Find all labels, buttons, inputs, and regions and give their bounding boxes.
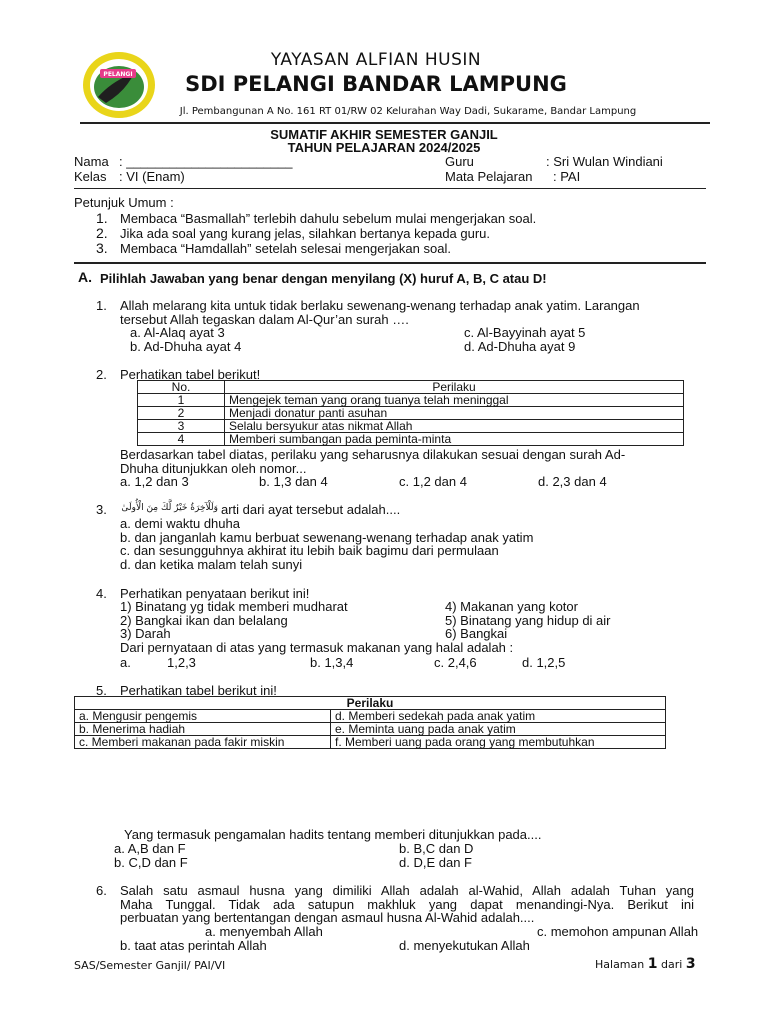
q4-statement: 2) Bangkai ikan dan belalang xyxy=(120,613,288,628)
table-cell: Mengejek teman yang orang tuanya telah meninggal xyxy=(225,394,684,407)
q4-option-a-letter[interactable]: a. xyxy=(120,655,131,670)
page-total: 3 xyxy=(685,956,696,972)
table-cell: a. Mengusir pengemis xyxy=(75,710,331,723)
table-cell: 3 xyxy=(138,420,225,433)
q2-question: Dhuha ditunjukkan oleh nomor... xyxy=(120,461,307,476)
q1-option-a[interactable]: a. Al-Alaq ayat 3 xyxy=(130,325,225,340)
table-row xyxy=(138,407,684,420)
q6-stem: Maha Tunggal. Tidak ada satupun makhluk yang dapat menandingi-Nya. Berikut ini xyxy=(120,897,694,912)
nama-field[interactable]: : _______________________ xyxy=(119,154,293,169)
q4-option-c[interactable]: c. 2,4,6 xyxy=(434,655,477,670)
q6-option-d[interactable]: d. menyekutukan Allah xyxy=(399,938,530,953)
guru-label: Guru xyxy=(445,154,474,169)
q4-statement: 4) Makanan yang kotor xyxy=(445,599,578,614)
q2-option-b[interactable]: b. 1,3 dan 4 xyxy=(259,474,328,489)
mapel-value: : PAI xyxy=(553,169,581,184)
table-row xyxy=(138,420,684,433)
logo-text: PELANGI xyxy=(103,71,133,78)
instruction-item: Jika ada soal yang kurang jelas, silahkan bertanya kepada guru. xyxy=(120,226,491,241)
instructions-divider xyxy=(74,262,706,264)
q2-stem: Perhatikan tabel berikut! xyxy=(120,367,261,382)
q3-number: 3. xyxy=(96,502,107,517)
exam-year: TAHUN PELAJARAN 2024/2025 xyxy=(287,140,481,155)
page-indicator xyxy=(595,956,696,972)
exam-title: SUMATIF AKHIR SEMESTER GANJIL xyxy=(270,127,498,142)
q5-option-b[interactable]: b. C,D dan F xyxy=(114,855,188,870)
section-letter: A. xyxy=(78,269,92,285)
mapel-label: Mata Pelajaran xyxy=(445,169,533,184)
q4-option-a[interactable]: 1,2,3 xyxy=(167,655,196,670)
instruction-item: Membaca “Hamdallah” setelah selesai mengerjakan soal. xyxy=(120,241,451,256)
instruction-item: Membaca “Basmallah” terlebih dahulu sebelum mulai mengerjakan soal. xyxy=(120,211,537,226)
table-cell: 1 xyxy=(138,394,225,407)
q3-option-b[interactable]: b. dan janganlah kamu berbuat sewenang-wenang terhadap anak yatim xyxy=(120,530,534,545)
section-instruction: Pilihlah Jawaban yang benar dengan menyilang (X) huruf A, B, C atau D! xyxy=(100,271,547,286)
q4-statement: 5) Binatang yang hidup di air xyxy=(445,613,611,628)
q5-question: Yang termasuk pengamalan hadits tentang memberi ditunjukkan pada.... xyxy=(124,827,542,842)
table-cell: f. Memberi uang pada orang yang membutuhkan xyxy=(331,736,666,749)
instruction-num: 1. xyxy=(96,210,108,226)
q2-number: 2. xyxy=(96,367,107,382)
nama-label: Nama xyxy=(74,154,109,169)
footer-label: SAS/Semester Ganjil/ PAI/VI xyxy=(74,959,226,972)
school-name: SDI PELANGI BANDAR LAMPUNG xyxy=(185,72,567,96)
table-cell: d. Memberi sedekah pada anak yatim xyxy=(331,710,666,723)
table-row xyxy=(75,710,666,723)
q4-statement: 1) Binatang yg tidak memberi mudharat xyxy=(120,599,348,614)
q5-number: 5. xyxy=(96,683,107,698)
q4-statement: 6) Bangkai xyxy=(445,626,508,641)
kelas-value: : VI (Enam) xyxy=(119,169,185,184)
q1-option-d[interactable]: d. Ad-Dhuha ayat 9 xyxy=(464,339,576,354)
q6-stem: Salah satu asmaul husna yang dimiliki Allah adalah al-Wahid, Allah adalah Tuhan yang xyxy=(120,883,694,898)
guru-value: : Sri Wulan Windiani xyxy=(546,154,663,169)
table-cell: 2 xyxy=(138,407,225,420)
q1-option-c[interactable]: c. Al-Bayyinah ayat 5 xyxy=(464,325,586,340)
table-cell: Selalu bersyukur atas nikmat Allah xyxy=(225,420,684,433)
q6-option-a[interactable]: a. menyembah Allah xyxy=(205,924,323,939)
q6-stem: perbuatan yang bertentangan dengan asmaul husna Al-Wahid adalah.... xyxy=(120,910,535,925)
table-cell: 4 xyxy=(138,433,225,446)
q3-arabic-verse: وَلَلْآخِرَةُ خَيْرٌ لَّكَ مِنَ الْأُولَىٰ xyxy=(121,503,218,513)
kelas-label: Kelas xyxy=(74,169,107,184)
q2-question: Berdasarkan tabel diatas, perilaku yang seharusnya dilakukan sesuai dengan surah Ad- xyxy=(120,447,626,462)
q1-number: 1. xyxy=(96,298,107,313)
header-divider xyxy=(80,122,710,124)
q5-stem: Perhatikan tabel berikut ini! xyxy=(120,683,277,698)
table-cell: Memberi sumbangan pada peminta-minta xyxy=(225,433,684,446)
q2-table xyxy=(137,380,684,446)
q5-table-header: Perilaku xyxy=(75,697,666,710)
q2-option-a[interactable]: a. 1,2 dan 3 xyxy=(120,474,189,489)
instructions-heading: Petunjuk Umum : xyxy=(74,195,174,210)
q3-option-c[interactable]: c. dan sesungguhnya akhirat itu lebih baik bagimu dari permulaan xyxy=(120,543,499,558)
table-cell: Menjadi donatur panti asuhan xyxy=(225,407,684,420)
q6-number: 6. xyxy=(96,883,107,898)
page-of: dari xyxy=(661,958,683,971)
q2-col-no: No. xyxy=(138,381,225,394)
q6-option-c[interactable]: c. memohon ampunan Allah xyxy=(537,924,699,939)
q5-option-a[interactable]: a. A,B dan F xyxy=(114,841,186,856)
q2-col-perilaku: Perilaku xyxy=(225,381,684,394)
instruction-num: 3. xyxy=(96,240,108,256)
q1-stem: Allah melarang kita untuk tidak berlaku sewenang-wenang terhadap anak yatim. Larangan xyxy=(120,298,640,313)
instruction-num: 2. xyxy=(96,225,108,241)
school-address: Jl. Pembangunan A No. 161 RT 01/RW 02 Kelurahan Way Dadi, Sukarame, Bandar Lampung xyxy=(179,106,637,117)
table-row xyxy=(138,394,684,407)
q1-stem: tersebut Allah tegaskan dalam Al-Qur’an surah …. xyxy=(120,312,409,327)
q2-option-d[interactable]: d. 2,3 dan 4 xyxy=(538,474,607,489)
q4-number: 4. xyxy=(96,586,107,601)
q3-stem: arti dari ayat tersebut adalah.... xyxy=(221,502,401,517)
q4-statement: 3) Darah xyxy=(120,626,171,641)
q5-option-d[interactable]: d. D,E dan F xyxy=(399,855,472,870)
q4-option-b[interactable]: b. 1,3,4 xyxy=(310,655,354,670)
q2-option-c[interactable]: c. 1,2 dan 4 xyxy=(399,474,467,489)
table-cell: b. Menerima hadiah xyxy=(75,723,331,736)
page-label: Halaman xyxy=(595,958,645,971)
q1-option-b[interactable]: b. Ad-Dhuha ayat 4 xyxy=(130,339,242,354)
q3-option-a[interactable]: a. demi waktu dhuha xyxy=(120,516,240,531)
foundation-name: YAYASAN ALFIAN HUSIN xyxy=(270,50,482,70)
table-cell: e. Meminta uang pada anak yatim xyxy=(331,723,666,736)
q4-stem: Perhatikan penyataan berikut ini! xyxy=(120,586,310,601)
q5-option-c[interactable]: b. B,C dan D xyxy=(399,841,474,856)
q4-option-d[interactable]: d. 1,2,5 xyxy=(522,655,566,670)
q6-option-b[interactable]: b. taat atas perintah Allah xyxy=(120,938,267,953)
q5-table xyxy=(74,696,666,749)
table-cell: c. Memberi makanan pada fakir miskin xyxy=(75,736,331,749)
q4-question: Dari pernyataan di atas yang termasuk makanan yang halal adalah : xyxy=(120,640,514,655)
info-divider xyxy=(74,188,706,189)
q3-option-d[interactable]: d. dan ketika malam telah sunyi xyxy=(120,557,303,572)
table-row xyxy=(75,723,666,736)
table-row xyxy=(138,433,684,446)
table-row xyxy=(75,736,666,749)
page-number: 1 xyxy=(647,956,658,972)
